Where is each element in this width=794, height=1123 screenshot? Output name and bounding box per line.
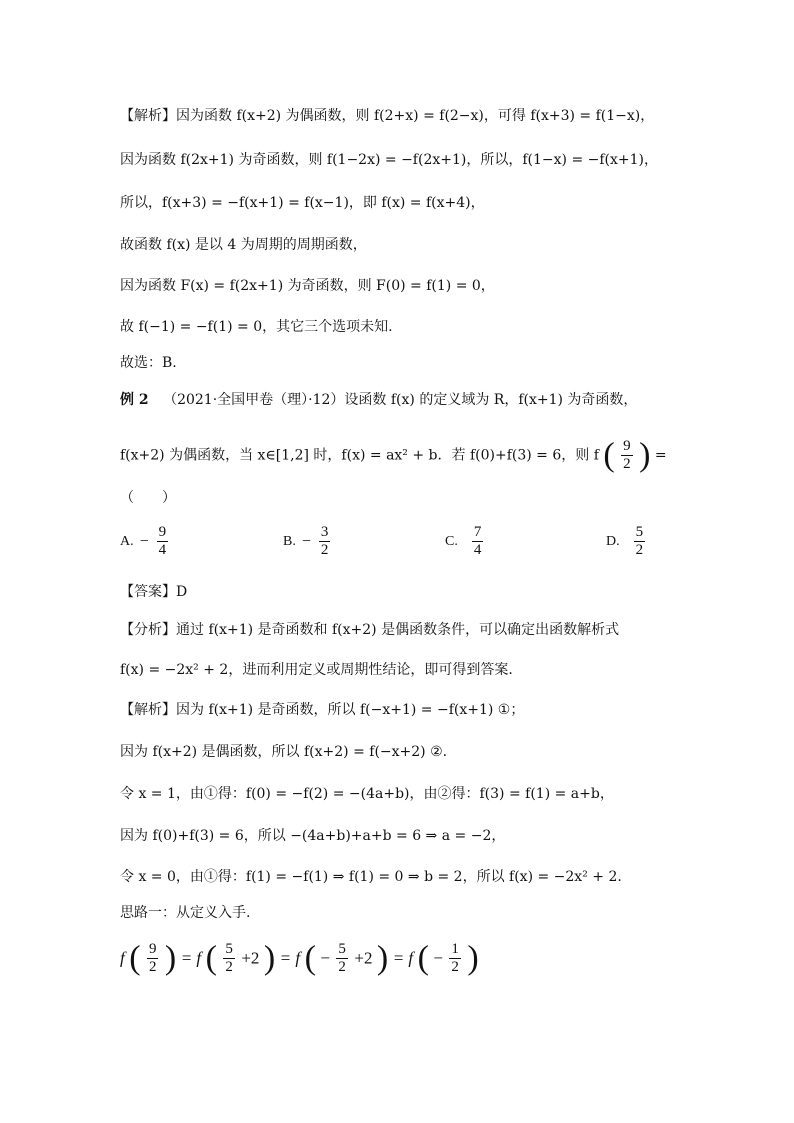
answer-line	[120, 582, 187, 602]
eq-paren-2l: (	[205, 939, 217, 977]
analysis-text-2: f(x) = −2x² + 2，进而利用定义或周期性结论，即可得到答案.	[120, 662, 513, 678]
paren-left: (	[603, 436, 615, 474]
eq-paren-3l: (	[304, 939, 316, 977]
solution-line-4	[120, 235, 367, 255]
option-a-fraction	[157, 524, 169, 559]
example-fraction	[621, 438, 633, 473]
solution-line-2-text: 因为函数 f(2x+1) 为奇函数，则 f(1−2x) = −f(2x+1)，所以，f(1−x) = −f(x+1)，	[120, 152, 658, 168]
option-d[interactable]	[606, 524, 647, 559]
eq-frac-4-den: 2	[451, 959, 459, 975]
eq-mid2: +2	[241, 948, 260, 968]
eq-sign3: −	[320, 948, 330, 968]
solution-line-6-text: 故 f(−1) = −f(1) = 0，其它三个选项未知.	[120, 319, 393, 335]
example-blank	[120, 488, 176, 508]
example-heading	[120, 390, 637, 410]
analysis-line-2	[120, 660, 513, 680]
solution-line-1	[120, 106, 654, 126]
solution-line-5	[120, 276, 495, 296]
analysis-line-1	[120, 620, 619, 640]
option-a-letter: A.	[120, 533, 134, 549]
eq-frac-3-num: 5	[338, 941, 346, 957]
option-b[interactable]	[283, 524, 332, 559]
example-fraction-num: 9	[623, 438, 631, 454]
eq-paren-1l: (	[129, 939, 141, 977]
solution-line-4-text: 故函数 f(x) 是以 4 为周期的周期函数，	[120, 237, 367, 253]
eq-frac-3	[336, 941, 348, 976]
option-d-num: 5	[635, 524, 644, 540]
solution-line-5-text: 因为函数 F(x) = f(2x+1) 为奇函数，则 F(0) = f(1) = 0，	[120, 278, 495, 294]
solution2-line-4	[120, 826, 505, 846]
solution2-text-1: 【解析】因为 f(x+1) 是奇函数，所以 f(−x+1) = −f(x+1) ①；	[120, 702, 525, 718]
example-line-2	[120, 438, 667, 473]
option-a-num: 9	[158, 524, 167, 540]
eq-eq3: = f	[392, 948, 414, 968]
analysis-text-1: 【分析】通过 f(x+1) 是奇函数和 f(x+2) 是偶函数条件，可以确定出函数解析式	[120, 622, 620, 638]
eq-sign4: −	[433, 948, 443, 968]
solution2-text-6: 思路一：从定义入手.	[120, 905, 251, 921]
eq-frac-2	[223, 941, 235, 976]
option-a-sign: −	[139, 532, 149, 550]
solution-line-3	[120, 193, 485, 213]
solution-line-6	[120, 317, 393, 337]
solution2-text-5: 令 x = 0，由①得：f(1) = −f(1) ⇒ f(1) = 0 ⇒ b = 2，所以 f(x) = −2x² + 2.	[120, 869, 622, 885]
eq-frac-4	[449, 941, 461, 976]
eq-frac-1-num: 9	[148, 941, 157, 957]
solution-line-3-text: 所以，f(x+3) = −f(x+1) = f(x−1)，即 f(x) = f(x+4)，	[120, 195, 485, 211]
example-label: 例 2	[120, 392, 149, 408]
option-a[interactable]	[120, 524, 170, 559]
option-b-sign: −	[301, 532, 311, 550]
solution-line-2	[120, 150, 658, 170]
example-text-2b: =	[654, 447, 667, 464]
solution-line-7-text: 故选：B.	[120, 355, 177, 371]
eq-mid3: +2	[354, 948, 373, 968]
eq-frac-2-den: 2	[225, 959, 233, 975]
option-d-den: 2	[635, 542, 644, 558]
eq-frac-3-den: 2	[338, 959, 346, 975]
solution2-line-5	[120, 867, 622, 887]
solution2-line-1	[120, 700, 524, 720]
eq-frac-1-den: 2	[148, 959, 157, 975]
option-c-letter: C.	[445, 533, 458, 549]
example-text-1: （2021·全国甲卷（理）·12）设函数 f(x) 的定义域为 R，f(x+1) 为奇函数，	[163, 392, 638, 408]
option-b-num: 3	[320, 524, 329, 540]
solution2-text-3: 令 x = 1，由①得：f(0) = −f(2) = −(4a+b)，由②得：f(3) = f(1) = a+b，	[120, 786, 614, 802]
option-c[interactable]	[445, 524, 485, 559]
eq-paren-2r: )	[263, 939, 276, 977]
solution-line-1-text: 【解析】因为函数 f(x+2) 为偶函数，则 f(2+x) = f(2−x)，可得 f(x+3) = f(1−x)，	[120, 108, 655, 124]
eq-paren-4l: (	[417, 939, 429, 977]
eq-f1: f	[120, 948, 125, 968]
eq-frac-4-num: 1	[451, 941, 459, 957]
option-b-den: 2	[320, 542, 329, 558]
example-blank-text: （ ）	[120, 490, 176, 506]
option-a-den: 4	[158, 542, 167, 558]
option-d-fraction	[634, 524, 646, 559]
option-c-num: 7	[473, 524, 482, 540]
eq-paren-1r: )	[164, 939, 177, 977]
eq-paren-4r: )	[467, 939, 479, 977]
solution2-text-4: 因为 f(0)+f(3) = 6，所以 −(4a+b)+a+b = 6 ⇒ a = −2，	[120, 828, 506, 844]
option-b-letter: B.	[283, 533, 296, 549]
example-text-2a: f(x+2) 为偶函数，当 x∈[1,2] 时，f(x) = ax² + b．若 f(0)+f(3) = 6，则 f	[120, 447, 599, 464]
eq-frac-2-num: 5	[225, 941, 233, 957]
option-c-fraction	[472, 524, 484, 559]
solution-line-7	[120, 353, 177, 373]
eq-eq1: = f	[180, 948, 202, 968]
option-b-fraction	[319, 524, 331, 559]
eq-frac-1	[147, 941, 159, 976]
option-c-den: 4	[473, 542, 482, 558]
final-equation	[120, 941, 479, 976]
solution2-line-3	[120, 784, 614, 804]
solution2-line-2	[120, 742, 447, 762]
example-fraction-den: 2	[623, 456, 631, 472]
solution2-text-2: 因为 f(x+2) 是偶函数，所以 f(x+2) = f(−x+2) ②.	[120, 744, 448, 760]
eq-eq2: = f	[279, 948, 301, 968]
option-d-letter: D.	[606, 533, 620, 549]
eq-paren-3r: )	[376, 939, 389, 977]
answer-text: 【答案】D	[120, 584, 188, 600]
solution2-line-6	[120, 903, 250, 923]
paren-right: )	[639, 436, 651, 474]
